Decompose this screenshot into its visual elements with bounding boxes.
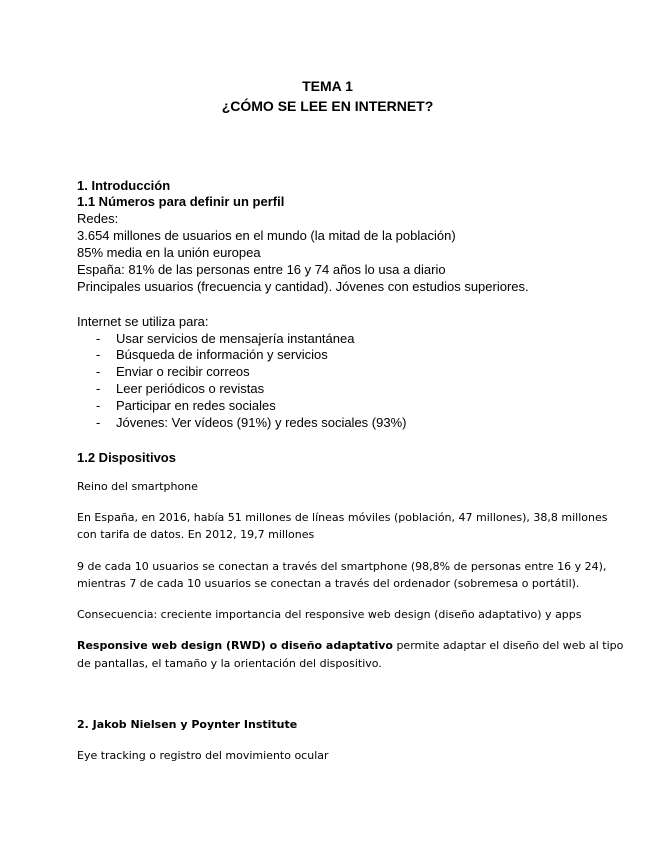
bullet-marker: - bbox=[96, 398, 101, 413]
text-line: 85% media en la unión europea bbox=[77, 245, 261, 260]
list-item-text: Enviar o recibir correos bbox=[116, 364, 250, 379]
list-item bbox=[0, 380, 655, 397]
paragraph-line bbox=[77, 639, 623, 652]
list-item bbox=[0, 363, 655, 380]
subsection-heading: 1.2 Dispositivos bbox=[77, 450, 176, 465]
list-item bbox=[0, 414, 655, 431]
list-item bbox=[0, 330, 655, 347]
list-item-text: Participar en redes sociales bbox=[116, 398, 276, 413]
bold-term: Responsive web design (RWD) o diseño adaptativo bbox=[77, 639, 393, 652]
bullet-marker: - bbox=[96, 347, 101, 362]
list-item-text: Usar servicios de mensajería instantánea bbox=[116, 331, 355, 346]
list-item bbox=[0, 397, 655, 414]
paragraph-line: de pantallas, el tamaño y la orientación del dispositivo. bbox=[77, 657, 382, 670]
list-item-text: Leer periódicos o revistas bbox=[116, 381, 265, 396]
text-line: 3.654 millones de usuarios en el mundo (la mitad de la población) bbox=[77, 228, 456, 243]
paragraph-line: En España, en 2016, había 51 millones de líneas móviles (población, 47 millones), 38,8 millones bbox=[77, 511, 608, 524]
bullet-marker: - bbox=[96, 415, 101, 430]
text-line: España: 81% de las personas entre 16 y 74 años lo usa a diario bbox=[77, 262, 446, 277]
paragraph: Consecuencia: creciente importancia del responsive web design (diseño adaptativo) y apps bbox=[77, 608, 582, 621]
paragraph-line: con tarifa de datos. En 2012, 19,7 millones bbox=[77, 528, 315, 541]
section-heading: 2. Jakob Nielsen y Poynter Institute bbox=[77, 718, 298, 731]
bullet-marker: - bbox=[96, 364, 101, 379]
paragraph-line: mientras 7 de cada 10 usuarios se conectan a través del ordenador (sobremesa o portátil). bbox=[77, 577, 580, 590]
text-line: Internet se utiliza para: bbox=[77, 314, 209, 329]
text-line: Principales usuarios (frecuencia y cantidad). Jóvenes con estudios superiores. bbox=[77, 279, 529, 294]
list-item bbox=[0, 346, 655, 363]
list-item-text: Jóvenes: Ver vídeos (91%) y redes sociales (93%) bbox=[116, 415, 407, 430]
subsection-heading: 1.1 Números para definir un perfil bbox=[77, 194, 285, 209]
text-line: Redes: bbox=[77, 211, 119, 226]
paragraph-line: 9 de cada 10 usuarios se conectan a través del smartphone (98,8% de personas entre 16 y 24), bbox=[77, 560, 607, 573]
bullet-marker: - bbox=[96, 381, 101, 396]
bullet-marker: - bbox=[96, 331, 101, 346]
paragraph: Eye tracking o registro del movimiento ocular bbox=[77, 749, 329, 762]
section-heading: 1. Introducción bbox=[77, 178, 171, 193]
page-subtitle: ¿CÓMO SE LEE EN INTERNET? bbox=[221, 98, 434, 114]
paragraph-text: permite adaptar el diseño del web al tipo bbox=[392, 639, 624, 652]
page-title: TEMA 1 bbox=[302, 78, 353, 94]
list-item-text: Búsqueda de información y servicios bbox=[116, 347, 328, 362]
paragraph: Reino del smartphone bbox=[77, 480, 198, 493]
